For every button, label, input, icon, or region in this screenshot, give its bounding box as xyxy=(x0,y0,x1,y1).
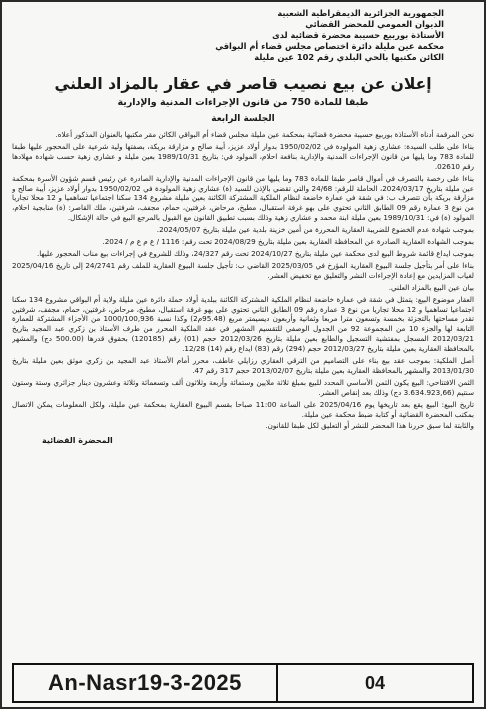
header-line: الديوان العمومي للمحضر القضائي xyxy=(305,19,444,29)
body-paragraph: والثابتة لما سبق حررنا هذا المحضر للنشر أو التعليق لكل طبقا للقانون. xyxy=(265,421,474,431)
edition-date: An-Nasr19-3-2025 xyxy=(14,665,278,701)
body-paragraph: بموجب شهادة عدم الخضوع للضريبة العقارية المحررة من أمين خزينة بلدية عين مليلة بتاريخ 2024/05/07. xyxy=(156,225,474,235)
header-line: الأستاذة بوربيع حسيبة محضرة قضائية لدى xyxy=(272,30,444,40)
notice-body xyxy=(12,130,474,431)
signature-label: المحضرة القضائية xyxy=(42,436,113,446)
body-paragraph: أصل الملكية: بموجب عقد بيع بناء على التصاميم من الترقي العقاري رزايلي عاطف، محرر أمام الأستاذ عبد المجيد بن زكري موثق بعين مليلة بتاريخ 2013/01/30 والمشهر بالمحافظة العقارية بعين مليلة بتاريخ 2013/02/07 حجم 317 رقم 47. xyxy=(12,356,474,375)
header-line: الجمهورية الجزائرية الديمقراطية الشعبية xyxy=(277,8,444,18)
body-paragraph: بناءا على رخصة بالتصرف في أموال قاصر طبقا للمادة 783 وما يليها من قانون الإجراءات المدنية والإدارية الصادرة عن رئيس قسم شؤون الأسرة بمحكمة عين مليلة بتاريخ 2024/03/17، الحاملة للرقم: 24/68 والتي تقضي بالإذن للسيد (ة) عشاري زهية المولودة في 1950/02/02 بدوار أولاد عزيز، أيبة صالح و مزارقة بريكة بأن تتصرف ب: في شقة في عمارة خاضعة لنظام الملكية المشتركة الكائنة بعين مليلة مشروع 134 سكنا اجتماعيا تساهميا و 12 محلا تجاريا من نوع 3 عمارة رقم 09 الطابق الثاني تحتوي على بهو غرفة استقبال، مطبخ، مرحاض، غرفتين، حمام، مجفف، شرفتين، ملك القاصر: (ة) منابجية احلام، المولود (ة) في: 1989/10/31 بعين مليلة ابنة محمد و عشاري زهية وذلك بسبب تطبيق القانون مع القبول بالمرجع البيع في حالة الإشكال. xyxy=(12,173,474,223)
body-paragraph: العقار موضوع البيع: يتمثل في شقة في عمارة خاضعة لنظام الملكية المشتركة الكائنة ببلدية أولاد حملة دائرة عين مليلة ولاية أم البواقي مشروع 134 سكنا اجتماعيا تساهميا و 12 محلا تجاريا من نوع 3 عمارة رقم 09 الطابق الثاني تحتوي على بهو غرفة استقبال، مطبخ، مرحاض، غرفتين، حمام، مجفف، شرفتين تقدر مساحتها بالتجزئة بخمسة وتسعون مترا مربعا وثمانية وأربعون ديسيمتر مربع (95.48م2) وكذا نسبة 1000/100,936 من الأجزاء المشتركة للعمارة التابعة لها والجزء 10 من المجموعة 92 من الجدول الوصفي للتقسيم المشهر في عقد الملكية المحرر من طرف الأستاذ بن زكري عبد المجيد بتاريخ 2012/03/21 المسجل بمفتشية التسجيل والطابع بعين مليلة بتاريخ 2012/03/26 حجم (01) رقم (120185) بحقوق قدرها (500.00 دج) والمشهر بالمحافظة العقارية بعين مليلة بتاريخ 2012/03/27 حجم (294) رقم (83) ايداع رقم (14) 12/28. xyxy=(12,294,474,354)
body-paragraph: تاريخ البيع: البيع يقع بعد تاريخها يوم 2025/04/16 على الساعة 11:00 صباحا بقسم البيوع العقارية بمحكمة عين مليلة، ولكل المعلومات يمكن الاتصال بمكتب المحضرة القضائية أو كتابة ضبط محكمة عين مليلة. xyxy=(12,399,474,419)
notice-header xyxy=(12,8,444,63)
legal-notice xyxy=(12,8,474,661)
header-line: محكمة عين مليلة دائرة اختصاص مجلس قضاء أم البواقي xyxy=(215,41,444,51)
body-paragraph: نحن المرقمة أدناه الأستاذة بوربيع حسيبة محضرة قضائية بمحكمة عين مليلة مجلس قضاء أم البواقي الكائن مقر مكتبها بالعنوان المذكور أعلاه. xyxy=(55,130,474,139)
body-paragraph: بناءا على طلب السيدة: عشاري زهية المولودة في 1950/02/02 بدوار أولاد عزيز، أيبة صالح و مزارقة بريكة، بصفتها ولية شرعية على المحجور عليها طبقا للمادة 783 وما يليها من قانون الإجراءات المدنية والإدارية بنافعة احلام، المولود في: بتاريخ 1989/10/31 بعين مليلة و عشاري زهية حسب شهادة مهلادها رقم 02610. xyxy=(12,141,474,171)
notice-subtitle: طبقا للمادة 750 من قانون الإجراءات المدنية والإدارية xyxy=(117,97,369,108)
page-number: 04 xyxy=(364,672,385,693)
session-label: الجلسة الرابعة xyxy=(211,114,275,124)
body-paragraph: بيان عين البيع بالمزاد العلني. xyxy=(388,282,474,292)
body-paragraph: الثمن الافتتاحي: البيع يكون الثمن الأساسي المحدد للبيع بمبلغ ثلاثة ملايين وستمائة وأربعة وثلاثون ألف وتسعمائة وثلاثة وعشرون دينار جزائري وستة وستون سنتيم (3.634.923,66 دج) وذلك بعد إنقاص العشر. xyxy=(12,377,474,397)
body-paragraph: بناءا على أمر بتأجيل جلسة البيوع العقارية المؤرخ في 2025/03/05 القاضي ب: تأجيل جلسة البيوع العقارية للملف رقم 24/2741 إلى تاريخ 2025/04/16 لغياب المزايدين مع إعادة الإجراءات النشر والتعليق مع تخفيض العشر. xyxy=(12,260,474,280)
header-line: الكائن مكتبها بالحي البلدي رقم 102 عين مليلة xyxy=(254,52,444,62)
body-paragraph: بموجب الشهادة العقارية الصادرة عن المحافظة العقارية بعين مليلة بتاريخ 2024/08/29 تحت رقم: 1116 / ع م ع م / 2024. xyxy=(102,237,474,247)
page-footer xyxy=(12,663,474,703)
body-paragraph: بموجب ايداع قائمة شروط البيع لدى محكمة عين مليلة بتاريخ 2024/10/27 تحت رقم 24/327، وذلك للشروع في إجراءات بيع مناب المحجور عليها. xyxy=(36,248,474,258)
notice-title: إعلان عن بيع نصيب قاصر في عقار بالمزاد العلني xyxy=(54,75,432,93)
